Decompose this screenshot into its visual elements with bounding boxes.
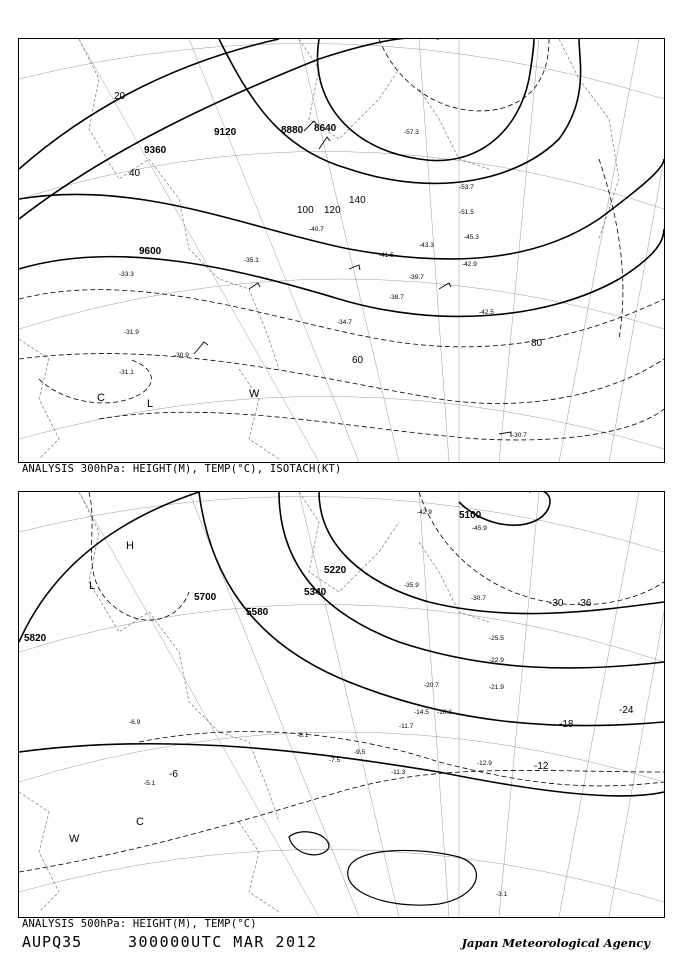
product-code: AUPQ35 (22, 933, 83, 951)
station-temp: -11.7 (399, 723, 414, 730)
isotach-label: 80 (531, 338, 543, 349)
station-temp: -14.5 (414, 709, 429, 716)
temperature-contours (19, 492, 664, 872)
caption-300hpa: ANALYSIS 300hPa: HEIGHT(M), TEMP(°C), ISOTACH(KT) (22, 463, 342, 475)
station-temp: -16.3 (437, 709, 452, 716)
high-center: H (126, 540, 134, 552)
station-temp: -57.3 (404, 129, 419, 136)
station-temp: -42.9 (462, 261, 477, 268)
height-label: 5220 (324, 565, 347, 576)
isotach-label: 120 (324, 205, 341, 216)
station-temp: -30.7 (471, 595, 486, 602)
temperature-label: -30 (549, 598, 564, 609)
station-temp: -8.1 (297, 732, 309, 739)
agency-name: Japan Meteorological Agency (461, 936, 650, 950)
station-temp: -33.3 (119, 271, 134, 278)
station-temp: -12.9 (477, 760, 492, 767)
isotach-label: 140 (349, 195, 366, 206)
height-label: 5100 (459, 510, 482, 521)
warm-center: W (69, 833, 80, 845)
station-temp: -42.5 (479, 309, 494, 316)
height-label: 8640 (314, 123, 337, 134)
isotach-label: 40 (129, 168, 141, 179)
station-temp: -51.5 (459, 209, 474, 216)
coastline (19, 492, 489, 912)
station-temp: -30.9 (174, 352, 189, 359)
station-temp: -39.7 (409, 274, 424, 281)
station-temp: -43.3 (419, 242, 434, 249)
station-temp: -21.9 (489, 684, 504, 691)
station-temp: -35.9 (404, 582, 419, 589)
warm-center: W (249, 388, 260, 400)
caption-500hpa: ANALYSIS 500hPa: HEIGHT(M), TEMP(°C) (22, 918, 257, 930)
height-label: 9360 (144, 145, 167, 156)
station-temp: -53.7 (459, 184, 474, 191)
station-temp: -40.7 (309, 226, 324, 233)
height-contours (19, 39, 664, 316)
station-temp: -25.5 (489, 635, 504, 642)
isotach-label: 60 (352, 355, 364, 366)
map-500hpa (19, 492, 664, 917)
height-label: 9120 (214, 127, 237, 138)
station-temp: -34.7 (337, 319, 352, 326)
closed-contour (289, 832, 476, 905)
height-contours (19, 492, 664, 796)
station-temps (119, 129, 527, 439)
station-temp: -41.5 (379, 252, 394, 259)
cold-center: C (136, 816, 144, 828)
graticule (19, 39, 664, 462)
low-center: L (89, 580, 96, 592)
pressure-centers (97, 388, 260, 410)
height-label: 9600 (139, 246, 162, 257)
temperature-label: -6 (169, 769, 178, 780)
height-label: 5340 (304, 587, 327, 598)
height-label: 5580 (246, 607, 269, 618)
station-temp: -5.1 (144, 780, 156, 787)
station-temp: -42.9 (417, 509, 432, 516)
temperature-label: -18 (559, 719, 574, 730)
station-temp: -30.7 (512, 432, 527, 439)
isotach-label: 20 (114, 91, 126, 102)
cold-center: C (97, 392, 105, 404)
station-temp: -31.1 (119, 369, 134, 376)
station-temps (129, 509, 508, 898)
height-labels (139, 123, 337, 257)
station-temp: -22.9 (489, 657, 504, 664)
station-temp: -11.3 (391, 769, 406, 776)
temperature-label: -36 (577, 598, 592, 609)
station-temp: -3.1 (496, 891, 508, 898)
station-temp: -20.7 (424, 682, 439, 689)
height-labels (24, 510, 482, 644)
station-temp: -7.5 (329, 757, 341, 764)
station-temp: -31.9 (124, 329, 139, 336)
station-temp: -6.9 (129, 719, 141, 726)
pressure-centers (69, 540, 144, 845)
chart-500hpa (18, 491, 665, 918)
isotach-label: 100 (297, 205, 314, 216)
station-temp: -38.7 (389, 294, 404, 301)
low-center: L (147, 398, 154, 410)
station-temp: -45.3 (464, 234, 479, 241)
height-label: 8880 (281, 125, 304, 136)
temperature-label: -24 (619, 705, 634, 716)
valid-time: 300000UTC MAR 2012 (128, 933, 318, 951)
temperature-label: -12 (534, 761, 549, 772)
station-temp: -35.1 (244, 257, 259, 264)
height-label: 5820 (24, 633, 47, 644)
temperature-labels (169, 598, 634, 780)
station-temp: -9.5 (354, 749, 366, 756)
station-temp: -45.9 (472, 525, 487, 532)
chart-300hpa (18, 38, 665, 463)
map-300hpa (19, 39, 664, 462)
height-label: 5700 (194, 592, 217, 603)
